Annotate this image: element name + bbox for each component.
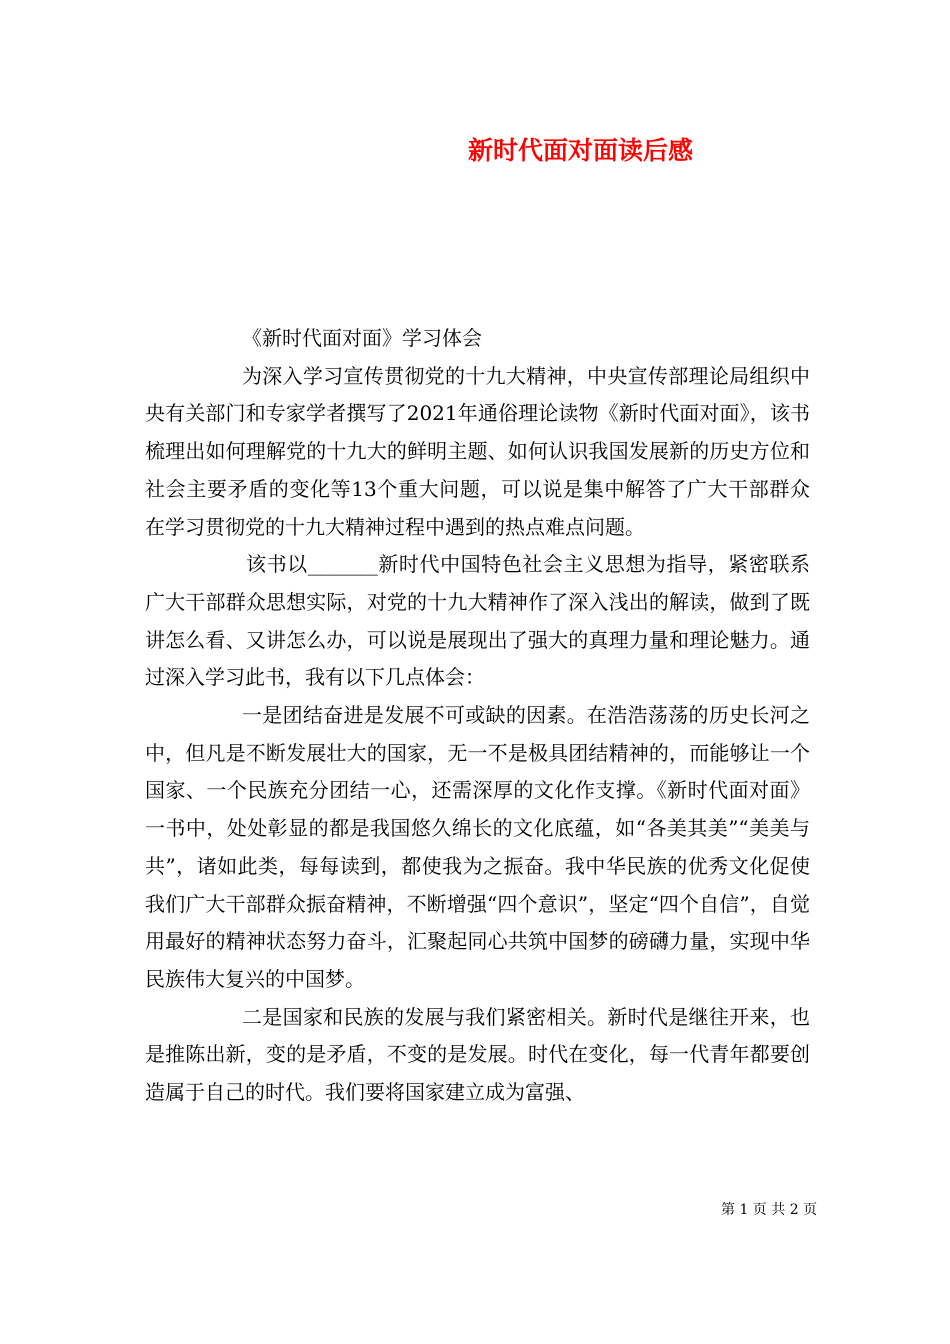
page-number-footer: 第 1 页 共 2 页 — [721, 1202, 818, 1218]
document-body — [145, 320, 810, 1112]
paragraph-intro: 为深入学习宣传贯彻党的十九大精神，中央宣传部理论局组织中央有关部门和专家学者撰写了2021年通俗理论读物《新时代面对面》，该书梳理出如何理解党的十九大的鲜明主题、如何认识我国发展新的历史方位和社会主要矛盾的变化等13个重大问题，可以说是集中解答了广大干部群众在学习贯彻党的十九大精神过程中遇到的热点难点问题。 — [145, 363, 810, 539]
paragraph-book-guidance: 该书以_______新时代中国特色社会主义思想为指导，紧密联系广大干部群众思想实际，对党的十九大精神作了深入浅出的解读，做到了既讲怎么看、又讲怎么办，可以说是展现出了强大的真理力量和理论魅力。通过深入学习此书，我有以下几点体会： — [145, 552, 810, 690]
document-subtitle: 《新时代面对面》学习体会 — [242, 326, 482, 350]
paragraph-point-two: 二是国家和民族的发展与我们紧密相关。新时代是继往开来，也是推陈出新，变的是矛盾，不变的是发展。时代在变化，每一代青年都要创造属于自己的时代。我们要将国家建立成为富强、 — [145, 1004, 810, 1105]
page-title: 新时代面对面读后感 — [468, 136, 694, 165]
paragraph-point-one: 一是团结奋进是发展不可或缺的因素。在浩浩荡荡的历史长河之中，但凡是不断发展壮大的国家，无一不是极具团结精神的，而能够让一个国家、一个民族充分团结一心，还需深厚的文化作支撑。《新时代面对面》一书中，处处彰显的都是我国悠久绵长的文化底蕴，如“各美其美”“美美与共”，诸如此类，每每读到，都使我为之振奋。我中华民族的优秀文化促使我们广大干部群众振奋精神，不断增强“四个意识”，坚定“四个自信”，自觉用最好的精神状态努力奋斗，汇聚起同心共筑中国梦的磅礴力量，实现中华民族伟大复兴的中国梦。 — [145, 703, 810, 991]
